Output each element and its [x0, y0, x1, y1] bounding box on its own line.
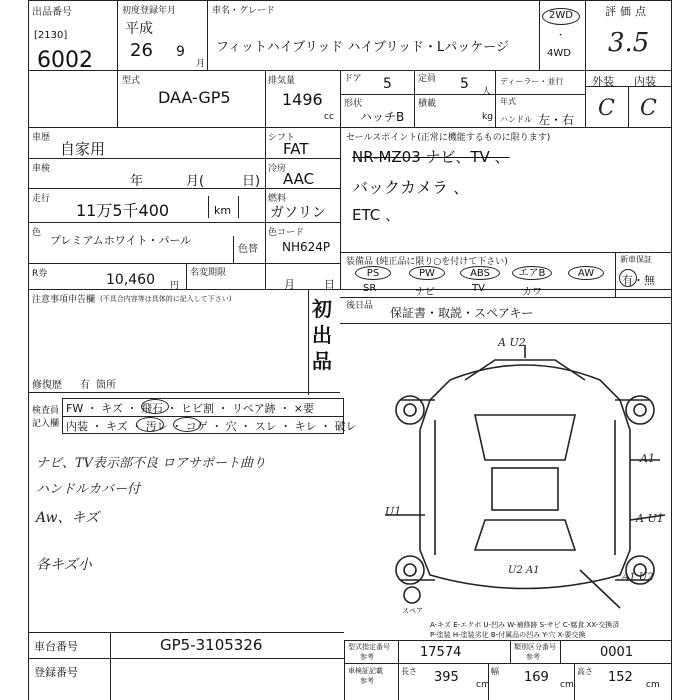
category-label: 類別区分番号: [514, 643, 556, 651]
name-change-label: 名変期限: [190, 268, 227, 278]
notes-label: 注意事項申告欄: [32, 295, 96, 305]
inspector-label-2: 記入欄: [32, 419, 60, 429]
month-unit: 月: [196, 59, 206, 69]
height-unit: cm: [646, 680, 660, 690]
color-code-label: 色コード: [268, 228, 305, 238]
first-reg-label: 初度登録年月: [122, 6, 177, 16]
ac-label: 冷房: [268, 164, 287, 174]
tax: 10,460: [106, 272, 155, 288]
repair-unit: 箇所: [96, 380, 116, 391]
inspection-day: 日): [242, 174, 261, 189]
color: プレミアムホワイト・パール: [50, 234, 192, 247]
inspection-label: 車検: [32, 164, 51, 174]
width-label: 幅: [491, 667, 499, 676]
era: 平成: [125, 21, 153, 37]
reg-label: 登録番号: [34, 666, 78, 679]
yen-unit: 円: [170, 281, 180, 291]
color-label: 色: [32, 228, 42, 238]
dimensions-label: 車検証記載: [348, 667, 383, 675]
fuel-label: 燃料: [268, 194, 287, 204]
dimensions-sub: 参考: [360, 677, 374, 685]
handle-label: ハンドル: [500, 115, 532, 124]
kg-unit: kg: [482, 112, 493, 122]
warranty-label: 新車保証: [620, 255, 652, 264]
certification-label: 型式指定番号: [348, 643, 390, 651]
mark-rear-right: A1 U2: [622, 572, 654, 583]
model-year-label: 年式: [500, 97, 516, 106]
reg-month: 9: [176, 44, 185, 60]
equip-leather: カワ: [522, 287, 542, 298]
category-sub: 参考: [526, 653, 540, 661]
shift: FAT: [283, 140, 309, 158]
exterior-label: 外装: [592, 75, 614, 88]
sale-point-2: バックカメラ 、: [352, 178, 470, 197]
legend-line-2: P-塗装 H-塗装劣化 B-付属品の凹み Y-穴 X-要交換: [430, 631, 586, 639]
handle: 左・右: [538, 113, 575, 127]
first-listing-stamp: 初 出 品: [312, 297, 332, 373]
capacity-label: 定員: [418, 74, 437, 84]
ac: AAC: [283, 170, 315, 188]
chassis-number: GP5-3105326: [160, 636, 263, 654]
color-change-label: 色替: [238, 244, 258, 255]
length: 395: [434, 670, 459, 685]
color-code: NH624P: [282, 240, 331, 254]
mileage-label: 走行: [32, 194, 51, 204]
chassis-label: 車台番号: [34, 640, 78, 653]
equip-ps: PS: [355, 266, 391, 280]
burn-circle: [173, 417, 201, 432]
displacement: 1496: [282, 90, 323, 109]
sale-points-label: セールスポイント(正常に機能するものに限ります): [346, 133, 551, 143]
score-label: 評価点: [605, 5, 650, 18]
repair-value: 有: [80, 380, 90, 391]
lot-label: 出品番号: [32, 7, 72, 18]
mark-rear: U2 A1: [508, 565, 540, 576]
mark-right-front: A1: [640, 452, 655, 465]
load-label: 積載: [418, 99, 437, 109]
equip-tv: TV: [472, 283, 485, 294]
spare-label: スペア: [402, 607, 423, 615]
name-change-month: 月: [284, 278, 295, 291]
tax-label: R券: [32, 269, 48, 279]
inspection-month: 月(: [186, 174, 205, 189]
height: 152: [608, 670, 633, 685]
equip-airbag: エアB: [512, 266, 552, 280]
drive-dot: ・: [556, 31, 566, 41]
doors: 5: [383, 76, 392, 92]
length-label: 長さ: [401, 667, 417, 676]
inspector-row-1: FW ・ キズ ・ 飛石 ・ ヒビ割 ・ リペア跡 ・ ×要: [66, 402, 314, 415]
certification-number: 17574: [420, 645, 462, 660]
note-4: 各キズ小: [36, 557, 92, 573]
car-name-label: 車名・グレード: [212, 6, 276, 16]
sale-point-3: ETC 、: [352, 206, 401, 224]
accessories-value: 保証書・取説・スペアキー: [390, 306, 534, 320]
note-1: ナビ、TV表示部不良 ロアサポート曲り: [36, 456, 267, 471]
model: DAA-GP5: [158, 88, 231, 107]
drive-2wd: 2WD: [542, 8, 580, 25]
equip-navi: ナビ: [415, 287, 435, 298]
height-label: 高さ: [577, 667, 593, 676]
width-unit: cm: [560, 680, 574, 690]
capacity: 5: [460, 76, 469, 92]
mark-right-side: A U1: [636, 512, 664, 525]
fuel: ガソリン: [270, 205, 326, 221]
equip-aw: AW: [568, 266, 604, 280]
interior-grade: C: [640, 96, 657, 121]
score-value: 3.5: [608, 28, 650, 58]
equip-abs: ABS: [460, 266, 500, 280]
note-2: ハンドルカバー付: [36, 482, 141, 497]
inspection-year: 年: [130, 174, 144, 189]
shape: ハッチB: [360, 110, 405, 124]
km-unit: km: [214, 204, 232, 217]
certification-sub: 参考: [360, 653, 374, 661]
exterior-grade: C: [598, 96, 615, 121]
width: 169: [524, 670, 549, 685]
doors-label: ドア: [344, 74, 362, 84]
cc-unit: cc: [324, 112, 334, 122]
car-name: フィットハイブリッド ハイブリッド・Lパッケージ: [216, 40, 509, 55]
mark-hood: A U2: [498, 336, 526, 349]
equip-sr: SR: [363, 283, 377, 294]
notes-sub: (不具合内容等は具体的に記入して下さい): [100, 295, 232, 303]
dealer-label: ディーラー・並行: [500, 77, 564, 86]
drive-4wd: 4WD: [547, 48, 571, 59]
name-change-day: 日: [324, 278, 335, 291]
lot-number: 6002: [37, 48, 93, 73]
mileage: 11万5千400: [76, 201, 170, 220]
warranty-circle: [619, 269, 637, 287]
lot-code: [2130]: [34, 30, 68, 41]
interior-label: 内装: [634, 75, 656, 88]
use-label: 車歴: [32, 133, 51, 143]
stain-circle: [136, 417, 164, 432]
displacement-label: 排気量: [268, 76, 296, 86]
shift-label: シフト: [268, 133, 296, 143]
inspector-row-2: 内装 ・ キズ ・ 汚レ ・ コゲ ・ 穴 ・ スレ ・ キレ ・ 破レ: [66, 420, 357, 433]
length-unit: cm: [476, 680, 490, 690]
note-3: Aw、キズ: [36, 510, 100, 526]
inspector-label-1: 検査員: [32, 406, 60, 416]
stone-chip-circle: [141, 399, 169, 414]
model-label: 型式: [122, 76, 141, 86]
repair-label: 修復歴: [32, 380, 62, 391]
equipment-label: 装備品 (純正品に限り○を付けて下さい): [346, 257, 508, 267]
equip-pw: PW: [409, 266, 445, 280]
warranty: 有・無: [622, 274, 655, 287]
legend-line-1: A-キズ E-エクボ U-凹み W-補修跡 S-サビ C-腐食 XX-交換済: [430, 621, 620, 629]
reg-year: 26: [130, 40, 153, 61]
category-number: 0001: [600, 645, 634, 660]
shape-label: 形状: [344, 99, 363, 109]
person-unit: 人: [482, 87, 492, 97]
mark-left-side: U1: [385, 505, 402, 518]
sale-point-1: NR-MZ03 ナビ、TV 、: [352, 148, 510, 166]
accessories-label: 後日品: [346, 301, 374, 311]
use: 自家用: [60, 140, 106, 158]
